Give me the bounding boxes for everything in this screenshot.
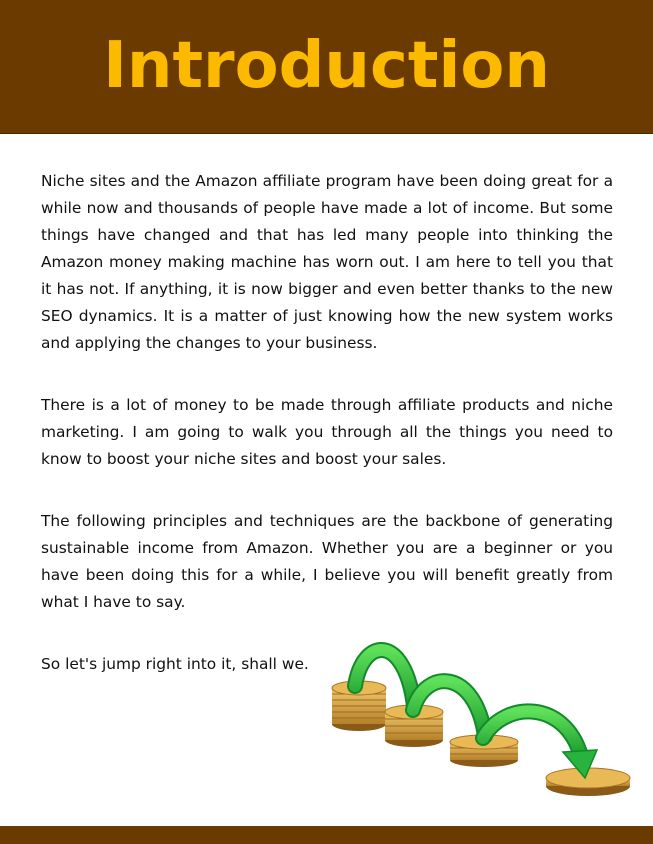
page-title: Introduction — [103, 29, 550, 103]
paragraph-2: There is a lot of money to be made through affiliate products and niche marketing. I am going to walk you through all the things you need to know to boost your niche sites and boost your sales. — [41, 396, 613, 468]
footer-bar — [0, 826, 653, 844]
paragraph-1: Niche sites and the Amazon affiliate program have been doing great for a while now and thousands of people have made a lot of income. But some things have changed and that has led many people into thinking the Amazon money making machine has worn out. I am here to tell you that it has not. If anything, it is now bigger and even better thanks to the new SEO dynamics. It is a matter of just knowing how the new system works and applying the changes to your business. — [41, 172, 613, 352]
paragraph-3: The following principles and techniques are the backbone of generating sustainable income from Amazon. Whether you are a beginner or you have been doing this for a while, I believe you will benefit greatly from what I have to say. — [41, 512, 613, 611]
coin-stacks-arrow-icon — [325, 638, 640, 808]
header-banner — [0, 0, 653, 134]
paragraph-4: So let's jump right into it, shall we. — [41, 655, 309, 673]
body-content — [41, 168, 613, 713]
